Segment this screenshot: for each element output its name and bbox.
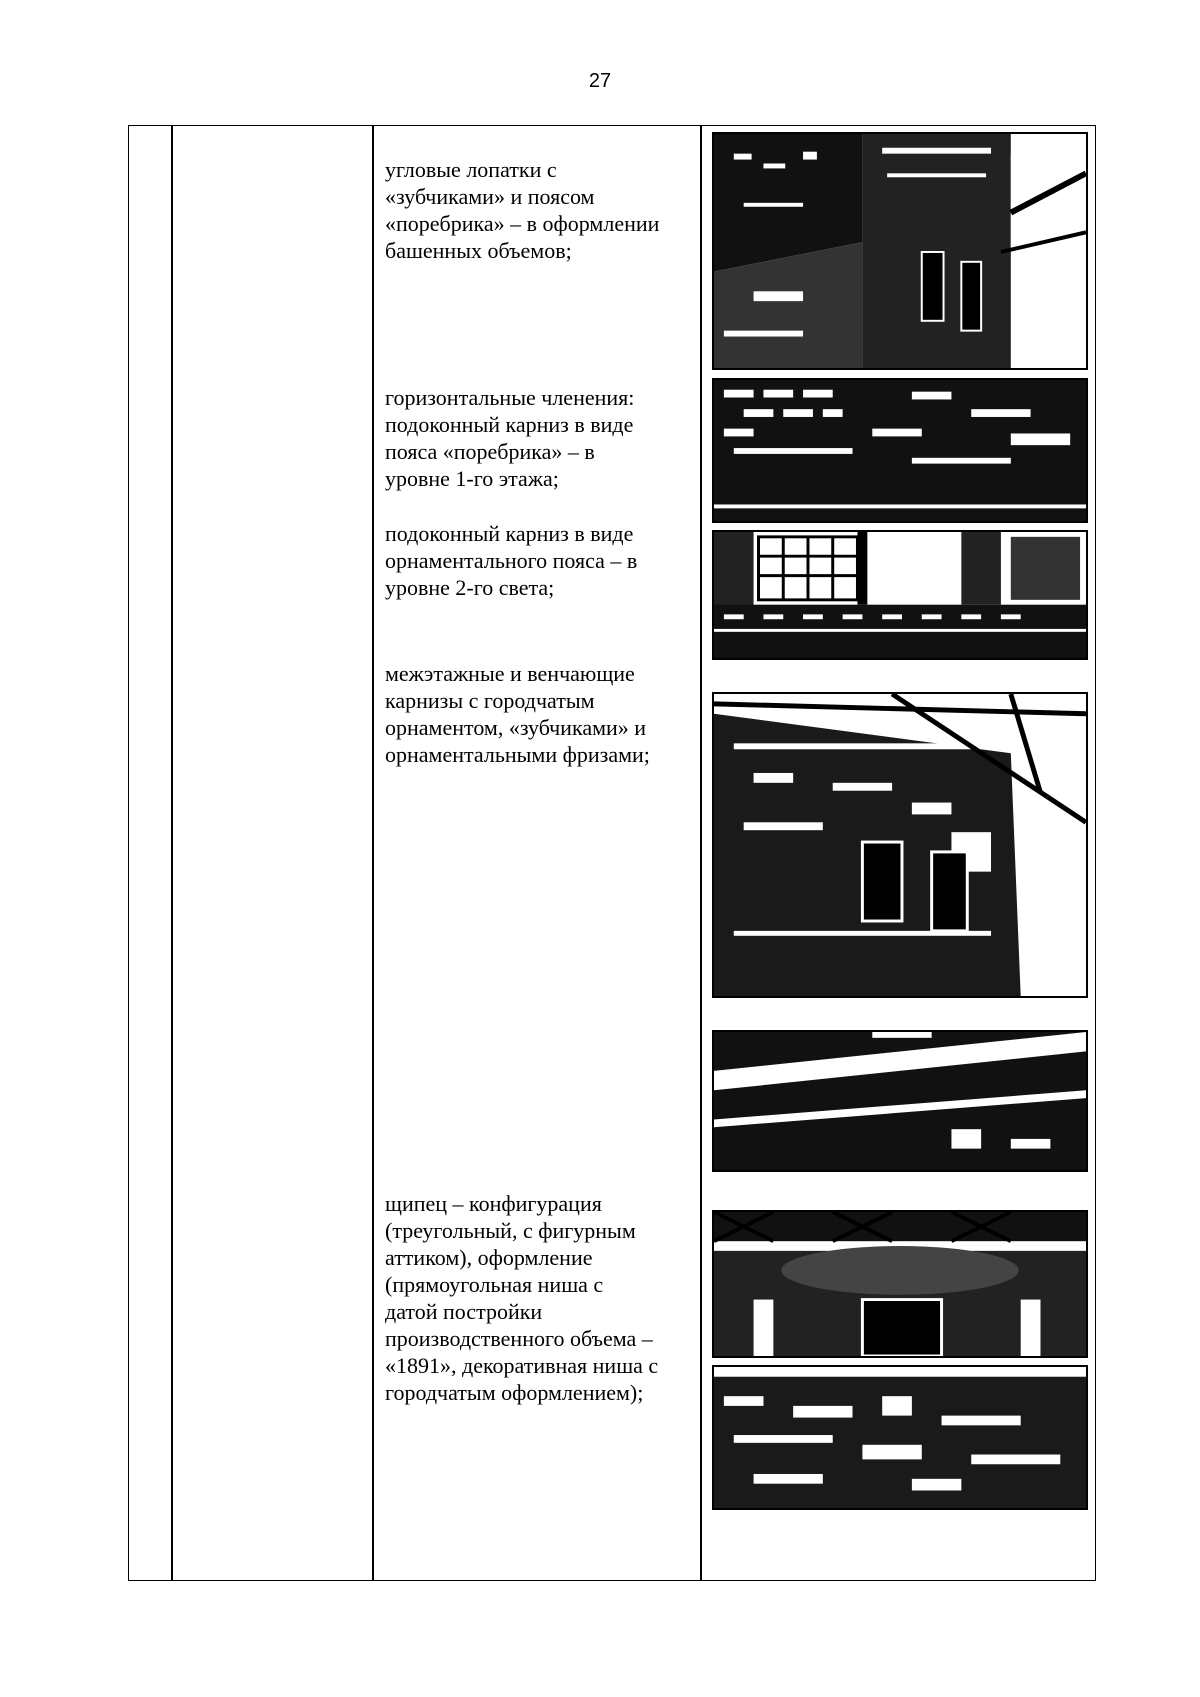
photo-gable-bottom (712, 1365, 1088, 1510)
item-gable: щипец – конфигурация (треугольный, с фигурным аттиком), оформление (прямоугольная ниша с датой постройки производственного объема – «1891», декоративная ниша с городчатым оформлением); (385, 1191, 659, 1405)
item-corner-pilasters: угловые лопатки с «зубчиками» и поясом «поребрика» – в оформлении башенных объемов; (385, 157, 660, 263)
photo-windows (712, 530, 1088, 660)
item-windowsill-cornice: подоконный карниз в виде орнаментального пояса – в уровне 2-го света; (385, 521, 638, 600)
item-cornices: межэтажные и венчающие карнизы с городчатым орнаментом, «зубчиками» и орнаментальными фризами; (385, 661, 650, 767)
column-divider (372, 126, 374, 1580)
photo-cornice-detail (712, 1030, 1088, 1172)
photo-brick-band (712, 378, 1088, 523)
column-divider (700, 126, 702, 1580)
item-horizontal-divisions: горизонтальные членения: подоконный карниз в виде пояса «поребрика» – в уровне 1-го этажа; (385, 385, 635, 491)
photo-tower-corner (712, 132, 1088, 370)
photo-gable-top (712, 1210, 1088, 1358)
page-number: 27 (588, 70, 612, 92)
photo-facade-cornices (712, 692, 1088, 998)
column-divider (171, 126, 173, 1580)
